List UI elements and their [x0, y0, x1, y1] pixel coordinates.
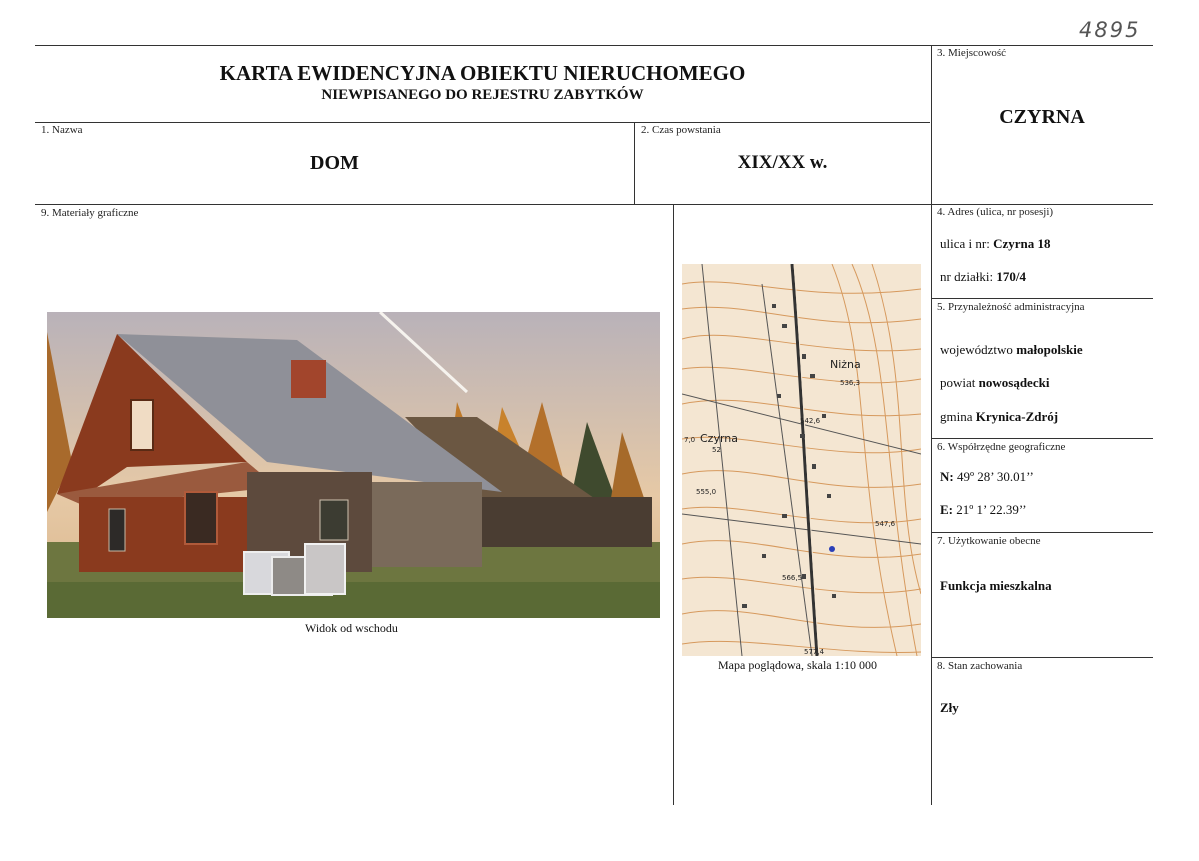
map-height-4: 547,6: [875, 520, 896, 528]
field-6-label: 6. Współrzędne geograficzne: [937, 441, 1066, 453]
plot-line: [940, 269, 1026, 285]
map-caption: Mapa poglądowa, skala 1:10 000: [718, 658, 877, 672]
map-label-czyrna: Czyrna: [700, 432, 739, 445]
field8-top-line: [931, 657, 1153, 658]
map-height-2: 542,6: [800, 417, 821, 425]
field-4-label: 4. Adres (ulica, nr posesji): [937, 206, 1054, 218]
county-prefix: powiat: [940, 375, 976, 390]
county-line: [940, 375, 1049, 391]
field-2-label: 2. Czas powstania: [641, 124, 721, 136]
card-title: KARTA EWIDENCYJNA OBIEKTU NIERUCHOMEGO: [219, 61, 746, 85]
location-map: [682, 264, 921, 656]
voivodeship-line: [940, 342, 1083, 358]
map-height-7: 52: [712, 446, 721, 454]
location-map-image: [682, 264, 921, 656]
date-value: XIX/XX w.: [737, 152, 828, 173]
house-photo: [47, 312, 660, 618]
field-3-label: 3. Miejscowość: [937, 47, 1007, 59]
photo-caption: Widok od wschodu: [305, 621, 398, 635]
county-value: nowosądecki: [978, 375, 1050, 390]
latitude-value: 49º 28’ 30.01’’: [956, 469, 1034, 484]
map-height-8: 7,0: [684, 436, 696, 444]
latitude-line: [940, 469, 1034, 485]
name-value: DOM: [310, 152, 359, 174]
longitude-prefix: E:: [940, 502, 953, 517]
map-height-6: 577,4: [804, 648, 825, 656]
field-1-label: 1. Nazwa: [41, 124, 83, 136]
street-value: Czyrna 18: [993, 236, 1051, 251]
map-height-3: 555,0: [696, 488, 717, 496]
field6-top-line: [931, 438, 1153, 439]
field7-top-line: [931, 532, 1153, 533]
current-use-value: Funkcja mieszkalna: [940, 578, 1052, 593]
plot-prefix: nr działki:: [940, 269, 994, 284]
row1-bottom-line: [35, 204, 1153, 205]
latitude-prefix: N:: [940, 469, 954, 484]
card-subtitle: NIEWPISANEGO DO REJESTRU ZABYTKÓW: [321, 87, 644, 103]
longitude-value: 21º 1’ 22.39’’: [956, 502, 1027, 517]
house-photo-image: [47, 312, 660, 618]
field-8-label: 8. Stan zachowania: [937, 660, 1023, 672]
condition-value: Zły: [940, 700, 959, 715]
town-value: CZYRNA: [999, 106, 1085, 128]
map-height-5: 566,5: [782, 574, 803, 582]
right-column-divider: [931, 45, 932, 805]
header-bottom-line: [35, 122, 930, 123]
commune-line: [940, 409, 1058, 425]
street-prefix: ulica i nr:: [940, 236, 990, 251]
commune-value: Krynica-Zdrój: [975, 409, 1059, 424]
voivodeship-value: małopolskie: [1016, 342, 1083, 357]
photo-map-divider: [673, 204, 674, 805]
street-line: [940, 236, 1051, 252]
field-9-label: 9. Materiały graficzne: [41, 207, 139, 219]
top-border: [35, 45, 1153, 46]
field-5-label: 5. Przynależność administracyjna: [937, 301, 1085, 313]
map-height-1: 536,3: [840, 379, 861, 387]
field5-top-line: [931, 298, 1153, 299]
archive-number: 4895: [1079, 18, 1141, 42]
commune-prefix: gmina: [940, 409, 973, 424]
voivodeship-prefix: województwo: [940, 342, 1013, 357]
field-7-label: 7. Użytkowanie obecne: [937, 535, 1041, 547]
longitude-line: [940, 502, 1027, 518]
map-label-nizna: Niżna: [830, 358, 861, 371]
plot-value: 170/4: [996, 269, 1026, 284]
